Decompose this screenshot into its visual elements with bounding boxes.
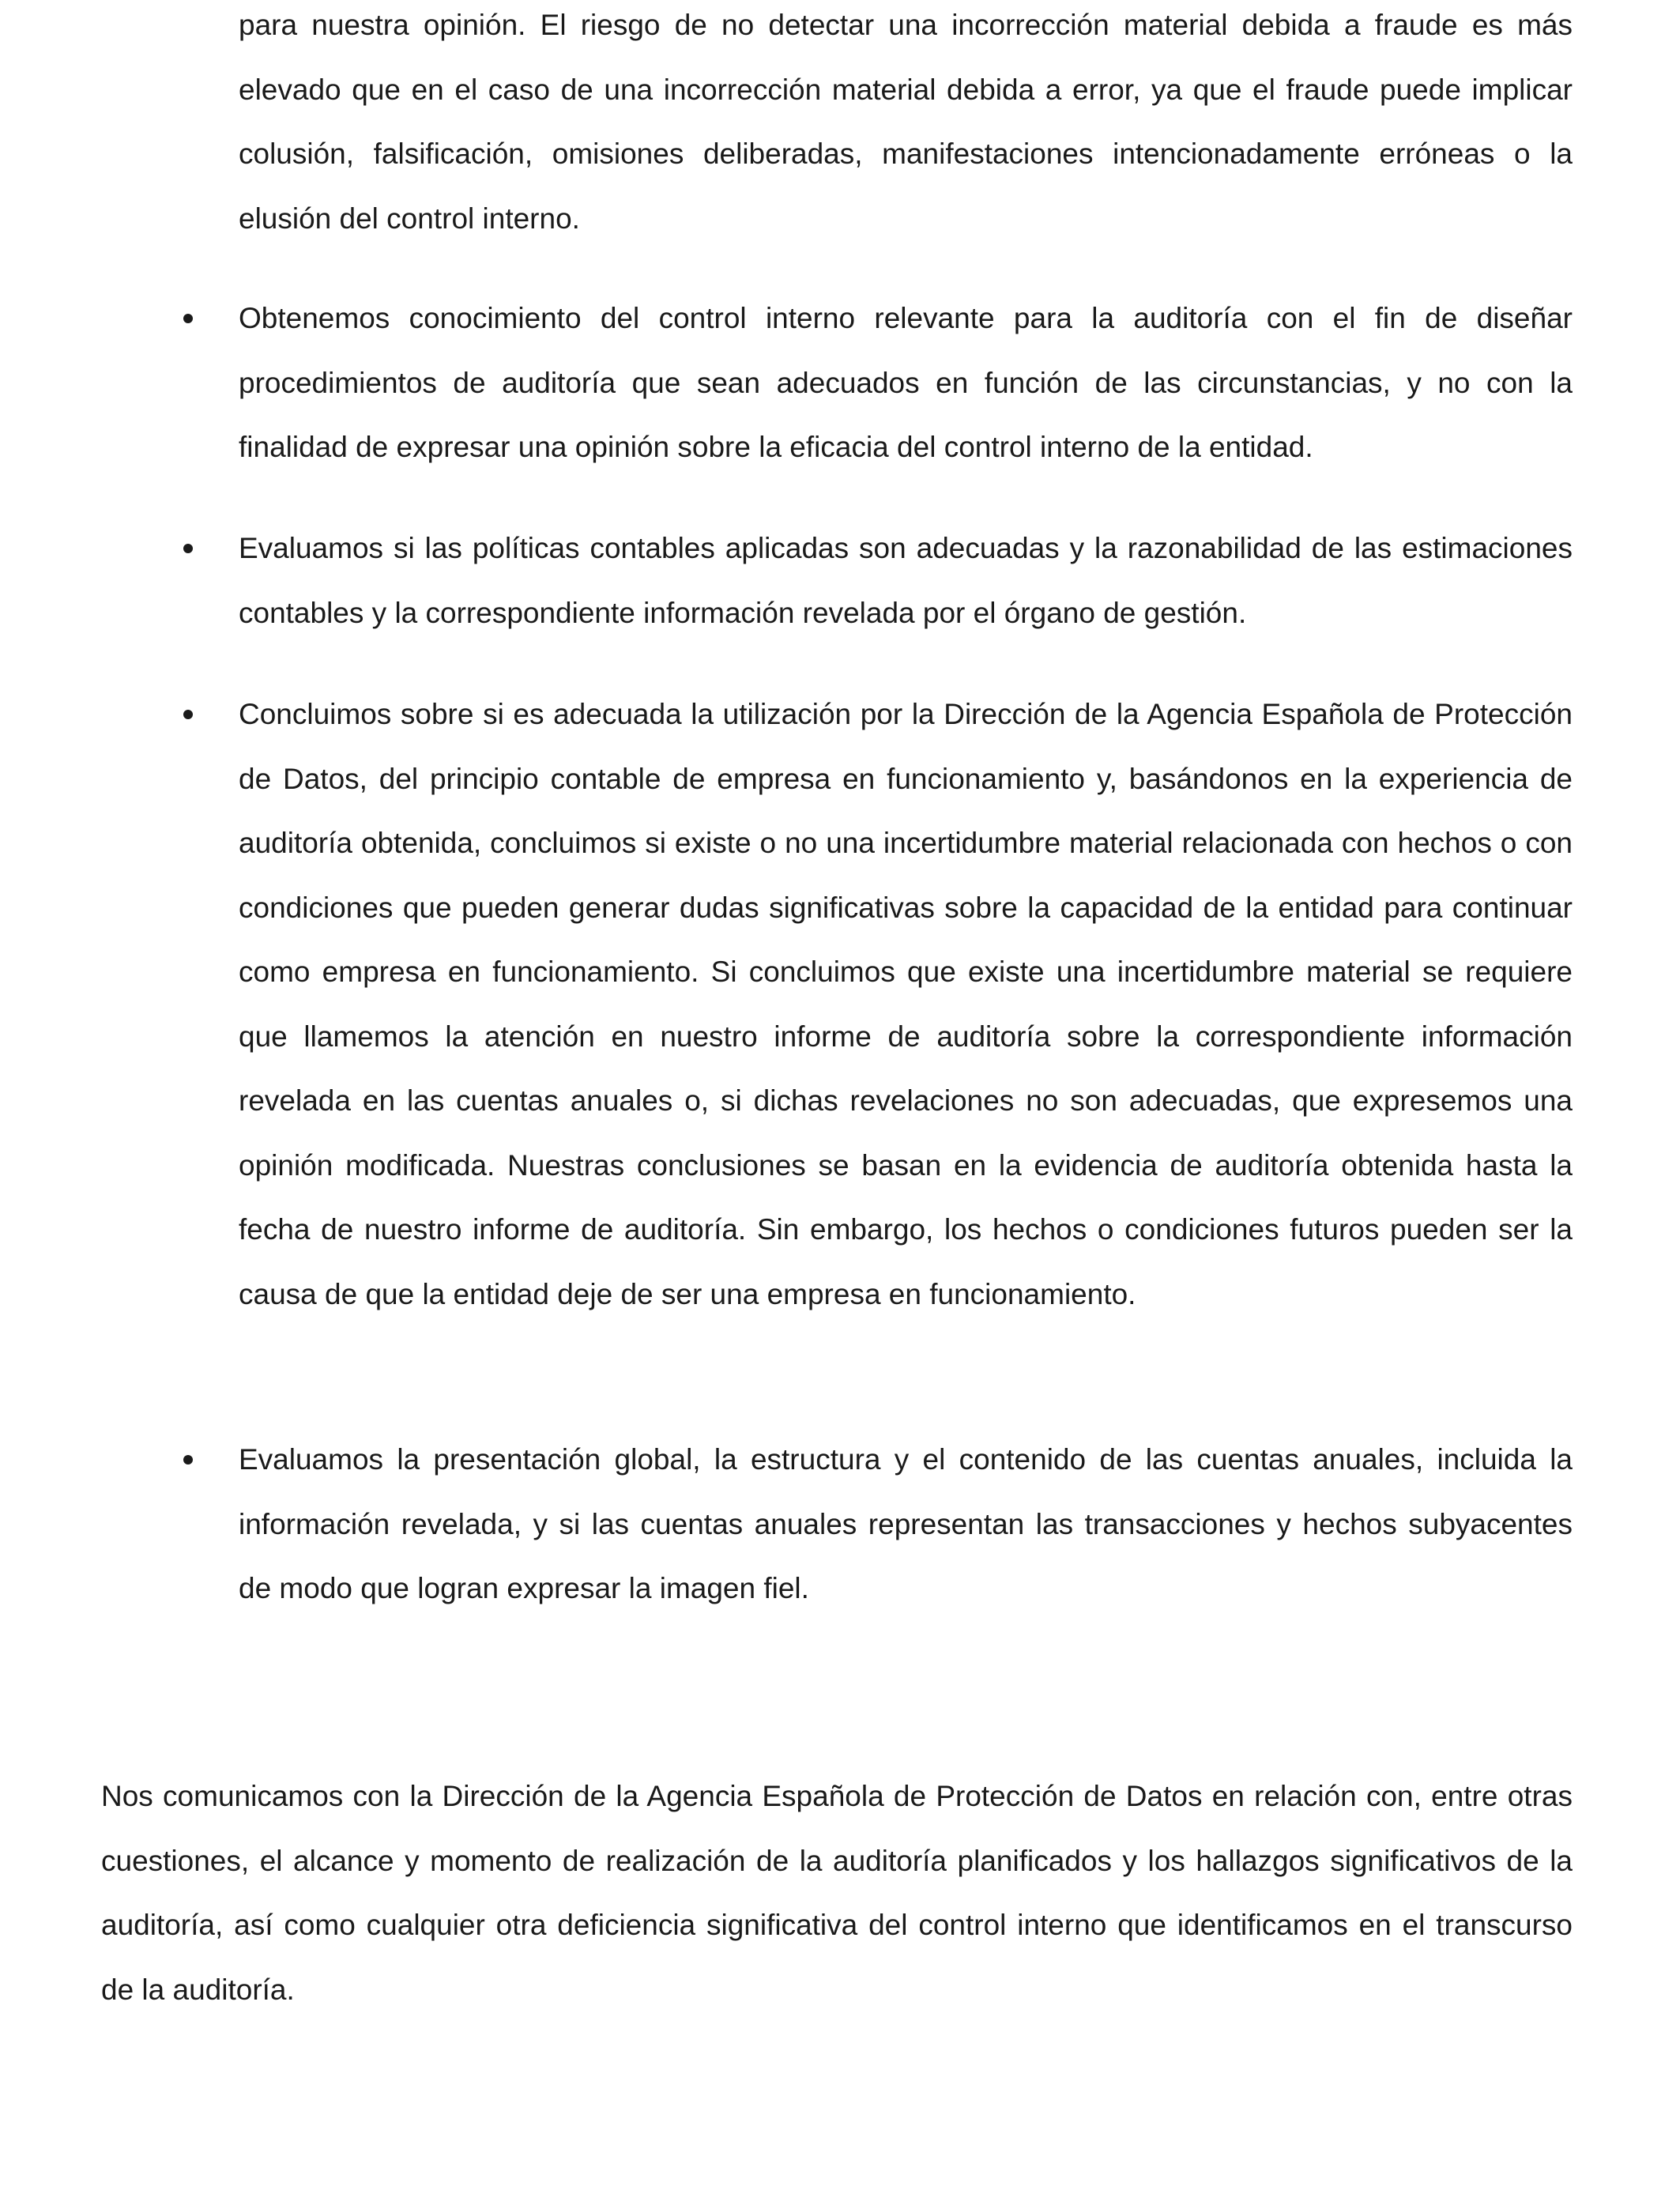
bullet-icon <box>183 544 193 553</box>
list-item-text: Evaluamos la presentación global, la estructura y el contenido de las cuentas anuales, incluida la información revelada, y si las cuentas anuales representan las transacciones y hechos subyacentes de modo que logran expresar la imagen fiel. <box>239 1443 1573 1604</box>
list-item <box>239 682 1573 1326</box>
list-item <box>239 1427 1573 1621</box>
list-item <box>239 516 1573 645</box>
list-item-text: Obtenemos conocimiento del control interno relevante para la auditoría con el fin de diseñar procedimientos de auditoría que sean adecuados en función de las circunstancias, y no con la finalidad de expresar una opinión sobre la eficacia del control interno de la entidad. <box>239 302 1573 463</box>
list-item <box>239 286 1573 480</box>
closing-paragraph: Nos comunicamos con la Dirección de la Agencia Española de Protección de Datos en relación con, entre otras cuestiones, el alcance y momento de realización de la auditoría planificados y los hallazgos significativos de la auditoría, así como cualquier otra deficiencia significativa del control interno que identificamos en el transcurso de la auditoría. <box>101 1780 1573 2006</box>
list-item-text: Concluimos sobre si es adecuada la utilización por la Dirección de la Agencia Española de Protección de Datos, del principio contable de empresa en funcionamiento y, basándonos en la experiencia de auditoría obtenida, concluimos si existe o no una incertidumbre material relacionada con hechos o con condiciones que pueden generar dudas significativas sobre la capacidad de la entidad para continuar como empresa en funcionamiento. Si concluimos que existe una incertidumbre material se requiere que llamemos la atención en nuestro informe de auditoría sobre la correspondiente información revelada en las cuentas anuales o, si dichas revelaciones no son adecuadas, que expresemos una opinión modificada. Nuestras conclusiones se basan en la evidencia de auditoría obtenida hasta la fecha de nuestro informe de auditoría. Sin embargo, los hechos o condiciones futuros pueden ser la causa de que la entidad deje de ser una empresa en funcionamiento. <box>239 698 1573 1310</box>
bullet-icon <box>183 710 193 719</box>
list-item-text: Evaluamos si las políticas contables aplicadas son adecuadas y la razonabilidad de las estimaciones contables y la correspondiente información revelada por el órgano de gestión. <box>239 532 1573 629</box>
bullet-icon <box>183 314 193 323</box>
continued-paragraph: para nuestra opinión. El riesgo de no detectar una incorrección material debida a fraude es más elevado que en el caso de una incorrección material debida a error, ya que el fraude puede implicar colusión, falsificación, omisiones deliberadas, manifestaciones intencionadamente erróneas o la elusión del control interno. <box>239 9 1573 235</box>
bullet-icon <box>183 1455 193 1465</box>
